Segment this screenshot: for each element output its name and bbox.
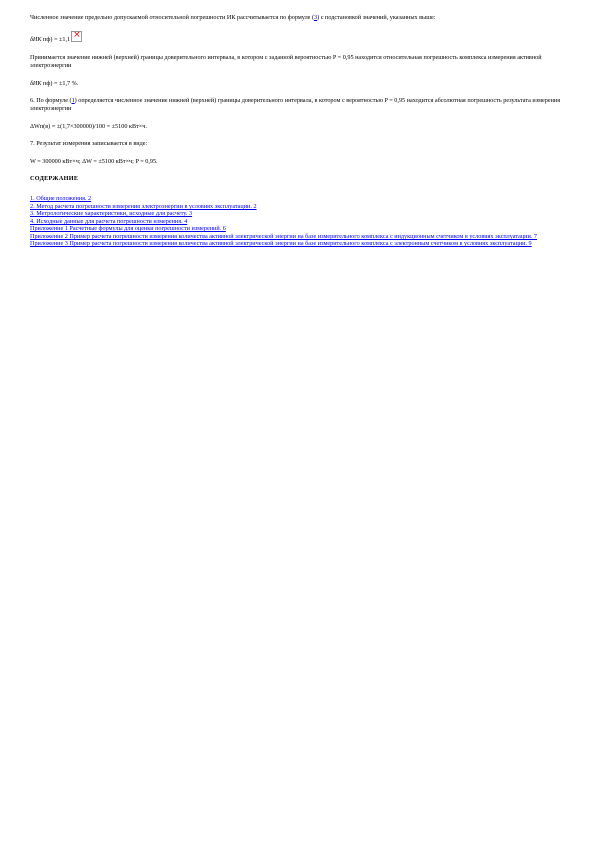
table-of-contents [30, 195, 565, 248]
paragraph-step-7: 7. Результат измерения записывается в виде: [30, 140, 148, 148]
toc-link[interactable]: 2. Метод расчета погрешности измерения электроэнергии в условиях эксплуатации. 2 [30, 202, 257, 210]
paragraph-formula-intro [30, 14, 565, 22]
toc-heading: СОДЕРЖАНИЕ [30, 175, 79, 183]
formula-1-link[interactable]: 1 [71, 97, 75, 105]
delta-ik-symbol: δИК [30, 36, 42, 44]
paragraph-text: Численное значение предельно допускаемой относительной погрешности ИК рассчитывается по формуле ( [30, 14, 315, 21]
formula-value: пф) = ±1,7 %. [41, 79, 79, 87]
paragraph-text: ) определяется численное значение нижней (верхней) границы доверительного интервала, в котором с вероятностью P = 0,95 находится абсолютная погрешность результата измерения электроэнергии [30, 97, 561, 113]
toc-link[interactable]: Приложение 2 Пример расчета погрешности измерения количества активной электрической энергии на базе измерительного комплекса с индукционным счетчиком в условиях эксплуатации. 7 [30, 232, 537, 240]
paragraph-text: 6. По формуле ( [30, 97, 72, 105]
formula-3-link[interactable]: 3 [314, 14, 318, 21]
broken-image-icon [71, 31, 82, 42]
toc-link[interactable]: 1. Общие положения. 2 [30, 195, 92, 203]
document-page [30, 14, 565, 248]
toc-link[interactable]: Приложение 3 Пример расчета погрешности измерения количества активной электрической энергии на базе измерительного комплекса с электронным счетчиком в условиях эксплуатации. 9 [30, 240, 532, 248]
formula-value: пф) = ±1,1 [41, 36, 71, 44]
measurement-result: W = 300000 кВт×ч; ΔW = ±5100 кВт×ч; P = 0,95. [30, 157, 158, 165]
delta-ik-symbol: δИК [30, 79, 42, 87]
paragraph-step-6 [30, 97, 565, 114]
toc-link[interactable]: Приложение 1 Расчетные формулы для оценки погрешности измерений. 6 [30, 225, 226, 233]
toc-link[interactable]: 4. Исходные данные для расчета погрешности измерения. 4 [30, 217, 188, 225]
paragraph-confidence-interval: Принимается значение нижней (верхней) границы доверительного интервала, в котором с заданной вероятностью P = 0,95 находится относительная погрешность комплекса измерения активной электроэнергии [30, 53, 542, 70]
formula-absolute-error: ΔWп(в) = ±(1,7×300000)/100 = ±5100 кВт×ч. [30, 122, 147, 130]
paragraph-text: ) с подстановкой значений, указанных выше: [317, 14, 436, 21]
formula-result-1 [30, 31, 565, 44]
toc-link[interactable]: 3. Метрологические характеристики, исходные для расчету. 3 [30, 210, 193, 218]
formula-result-2 [30, 80, 565, 88]
